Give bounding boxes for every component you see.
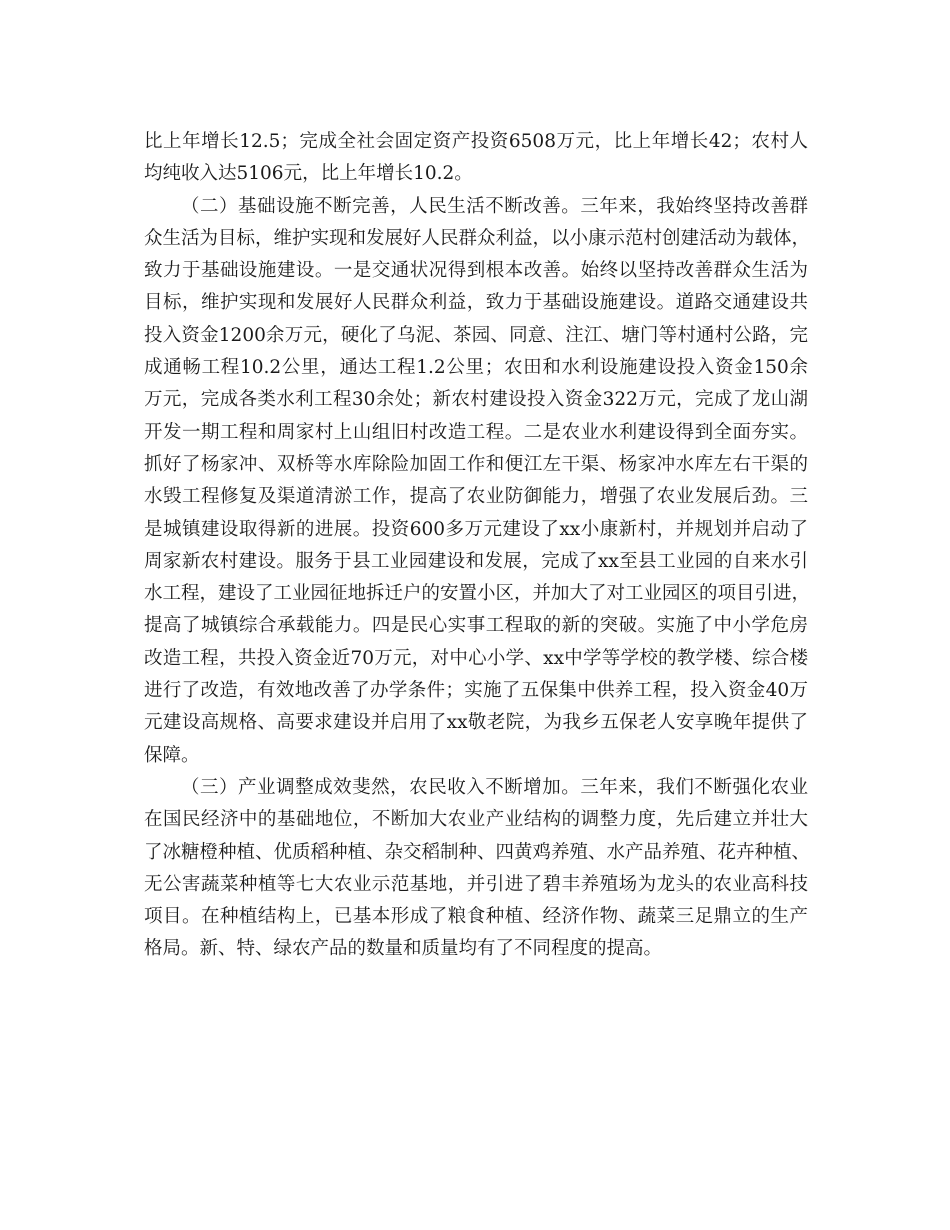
text-line: 周家新农村建设。服务于县工业园建设和发展，完成了xx至县工业园的自来水引 — [144, 550, 808, 572]
text-line: 项目。在种植结构上，已基本形成了粮食种植、经济作物、蔬菜三足鼎立的生产 — [144, 906, 808, 928]
text-line: 改造工程，共投入资金近70万元，对中心小学、xx中学等学校的教学楼、综合楼 — [144, 647, 808, 669]
text-line: 格局。新、特、绿农产品的数量和质量均有了不同程度的提高。 — [144, 938, 663, 960]
text-line: 目标，维护实现和发展好人民群众利益，致力于基础设施建设。道路交通建设共 — [144, 292, 808, 314]
text-line: 比上年增长12.5；完成全社会固定资产投资6508万元，比上年增长42；农村人 — [144, 131, 808, 152]
text-line: 无公害蔬菜种植等七大农业示范基地，并引进了碧丰养殖场为龙头的农业高科技 — [144, 873, 808, 895]
text-line: 开发一期工程和周家村上山组旧村改造工程。二是农业水利建设得到全面夯实。 — [144, 421, 808, 443]
text-line: （二）基础设施不断完善，人民生活不断改善。三年来，我始终坚持改善群 — [181, 195, 808, 217]
text-line: （三）产业调整成效斐然，农民收入不断增加。三年来，我们不断强化农业 — [181, 776, 808, 798]
body-text — [144, 126, 811, 966]
text-line: 万元，完成各类水利工程30余处；新农村建设投入资金322万元，完成了龙山湖 — [144, 389, 808, 411]
text-line: 水毁工程修复及渠道清淤工作，提高了农业防御能力，增强了农业发展后劲。三 — [144, 486, 808, 508]
text-line: 了冰糖橙种植、优质稻种植、杂交稻制种、四黄鸡养殖、水产品养殖、花卉种植、 — [144, 841, 811, 863]
text-line: 进行了改造，有效地改善了办学条件；实施了五保集中供养工程，投入资金40万 — [144, 680, 808, 702]
text-line: 投入资金1200余万元，硬化了乌泥、茶园、同意、注江、塘门等村通村公路，完 — [144, 324, 808, 346]
text-line: 水工程，建设了工业园征地拆迁户的安置小区，并加大了对工业园区的项目引进， — [144, 583, 811, 605]
text-line: 众生活为目标，维护实现和发展好人民群众利益，以小康示范村创建活动为载体， — [144, 227, 811, 249]
text-line: 成通畅工程10.2公里，通达工程1.2公里；农田和水利设施建设投入资金150余 — [144, 357, 808, 379]
text-line: 致力于基础设施建设。一是交通状况得到根本改善。始终以坚持改善群众生活为 — [144, 260, 808, 282]
text-line: 抓好了杨家冲、双桥等水库除险加固工作和便江左干渠、杨家冲水库左右干渠的 — [144, 453, 808, 475]
text-line: 在国民经济中的基础地位，不断加大农业产业结构的调整力度，先后建立并壮大 — [144, 809, 808, 831]
text-line: 元建设高规格、高要求建设并启用了xx敬老院，为我乡五保老人安享晚年提供了 — [144, 712, 808, 734]
text-line: 保障。 — [144, 744, 200, 766]
text-line: 提高了城镇综合承载能力。四是民心实事工程取的新的突破。实施了中小学危房 — [144, 615, 808, 637]
text-line: 均纯收入达5106元，比上年增长10.2。 — [144, 163, 473, 185]
text-line: 是城镇建设取得新的进展。投资600多万元建设了xx小康新村，并规划并启动了 — [144, 518, 808, 540]
